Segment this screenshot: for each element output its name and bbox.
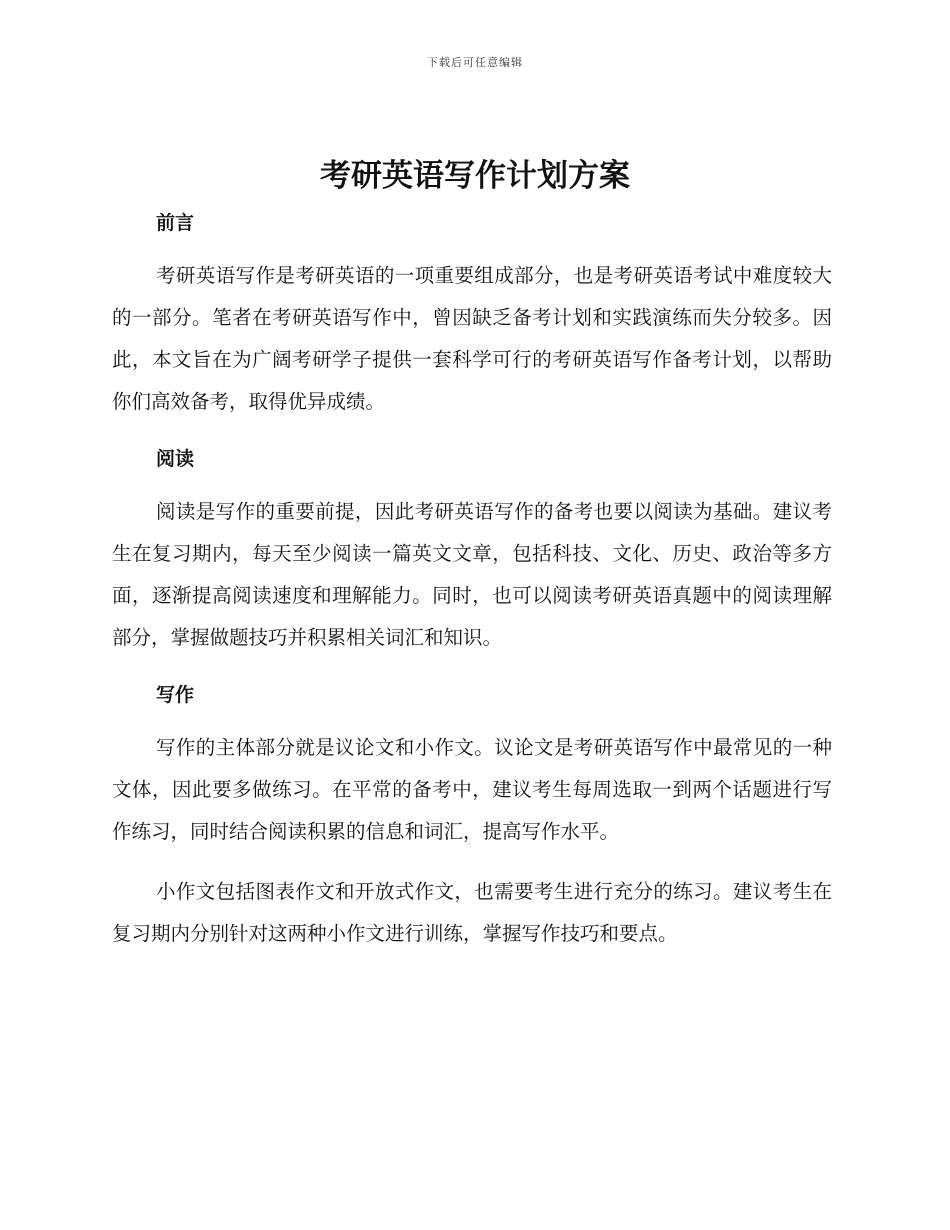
- document-body: [112, 205, 832, 955]
- document-title: 考研英语写作计划方案: [320, 158, 630, 194]
- section-writing: [112, 677, 832, 955]
- paragraph: 考研英语写作是考研英语的一项重要组成部分，也是考研英语考试中难度较大的一部分。笔者在考研英语写作中，曾因缺乏备考计划和实践演练而失分较多。因此，本文旨在为广阔考研学子提供一套科学可行的考研英语写作备考计划，以帮助你们高效备考，取得优异成绩。: [112, 264, 832, 413]
- section-reading: [112, 441, 832, 677]
- paragraph: 阅读是写作的重要前提，因此考研英语写作的备考也要以阅读为基础。建议考生在复习期内，每天至少阅读一篇英文文章，包括科技、文化、历史、政治等多方面，逐渐提高阅读速度和理解能力。同时，也可以阅读考研英语真题中的阅读理解部分，掌握做题技巧并积累相关词汇和知识。: [112, 500, 832, 649]
- header-note: 下载后可任意编辑: [427, 56, 523, 69]
- section-heading: 写作: [156, 684, 195, 706]
- section-heading: 前言: [156, 212, 195, 234]
- paragraph: 写作的主体部分就是议论文和小作文。议论文是考研英语写作中最常见的一种文体，因此要多做练习。在平常的备考中，建议考生每周选取一到两个话题进行写作练习，同时结合阅读积累的信息和词汇，提高写作水平。: [112, 736, 832, 843]
- paragraph: 小作文包括图表作文和开放式作文，也需要考生进行充分的练习。建议考生在复习期内分别针对这两种小作文进行训练，掌握写作技巧和要点。: [112, 880, 832, 945]
- section-preface: [112, 205, 832, 441]
- section-heading: 阅读: [156, 448, 195, 470]
